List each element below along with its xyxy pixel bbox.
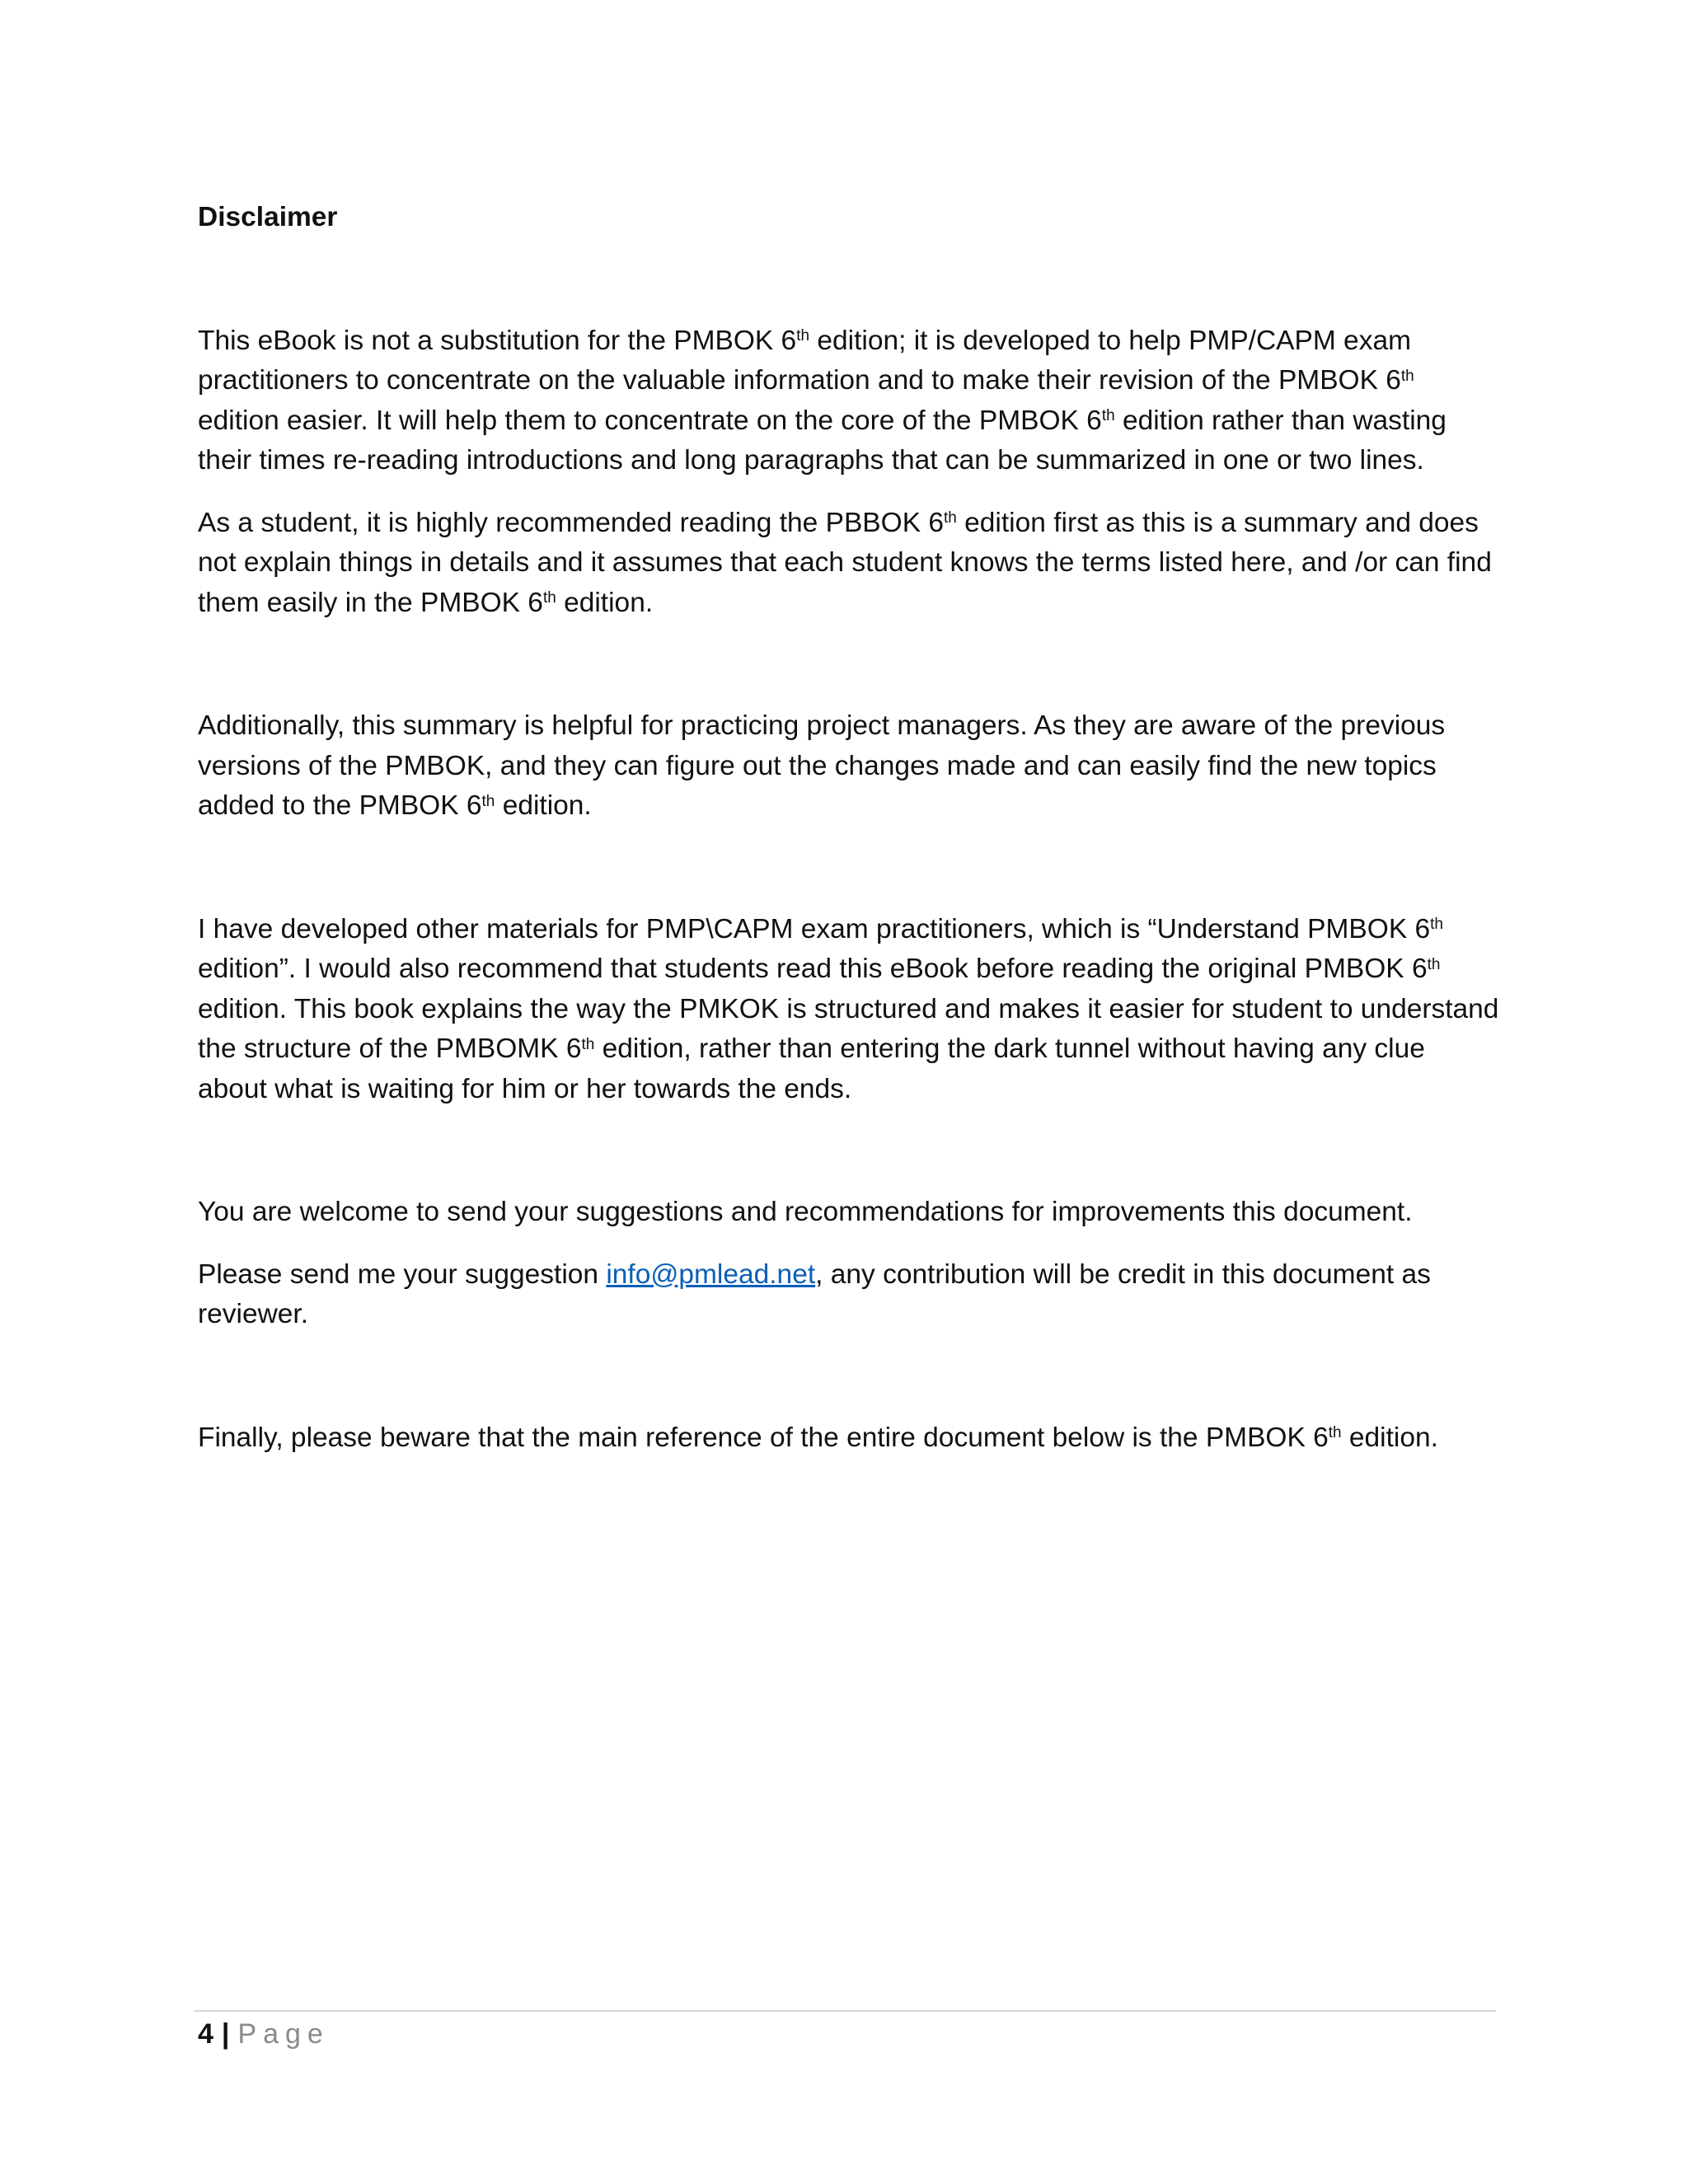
paragraph-substitution [198, 321, 1500, 481]
text-run: edition first as this is a summary and does not explain things in details and it assumes that each student knows the terms listed here, and /or can find them easily in the PMBOK 6 [198, 507, 1492, 618]
text-run: edition”. I would also recommend that students read this eBook before reading the original PMBOK 6 [198, 954, 1428, 984]
page-footer [198, 2014, 330, 2054]
page-number: 4 [198, 2018, 213, 2050]
superscript: th [796, 327, 810, 345]
text-run: Finally, please beware that the main reference of the entire document below is the PMBOK 6 [198, 1422, 1329, 1453]
superscript: th [481, 792, 495, 810]
superscript: th [581, 1035, 595, 1053]
text-run: edition rather than wasting their times re-reading introductions and long paragraphs that can be summarized in one or two lines. [198, 405, 1447, 476]
superscript: th [1427, 955, 1441, 973]
superscript: th [542, 589, 556, 607]
paragraph-student [198, 504, 1500, 624]
superscript: th [1430, 916, 1443, 934]
paragraph-contact [198, 1255, 1500, 1335]
superscript: th [1328, 1424, 1342, 1442]
text-run: Please send me your suggestion [198, 1258, 607, 1290]
text-run: edition. [1341, 1422, 1438, 1453]
text-run: I have developed other materials for PMP\CAPM exam practitioners, which is “Understand PMBOK 6 [198, 913, 1431, 944]
text-run: , any contribution will be credit in this document as reviewer. [198, 1258, 1431, 1329]
superscript: th [1400, 367, 1414, 385]
email-link[interactable]: info@pmlead.net [606, 1258, 816, 1290]
page-heading: Disclaimer [198, 202, 338, 232]
text-run: edition. [495, 790, 592, 821]
page-content [198, 198, 1500, 1458]
superscript: th [944, 509, 957, 527]
text-run: edition; it is developed to help PMP/CAPM exam practitioners to concentrate on the valuable information and to make their revision of the PMBOK 6 [198, 325, 1411, 396]
text-run: edition. [556, 587, 654, 618]
text-run: edition, rather than entering the dark tunnel without having any clue about what is waiting for him or her towards the ends. [198, 1033, 1425, 1104]
page-label: Page [237, 2018, 330, 2050]
text-run: Additionally, this summary is helpful for practicing project managers. As they are aware of the previous versions of the PMBOK, and they can figure out the changes made and can easily find the new topics added to the PMBOK 6 [198, 710, 1446, 821]
text-run: This eBook is not a substitution for the PMBOK 6 [198, 325, 797, 356]
superscript: th [1101, 407, 1115, 425]
paragraph-finally [198, 1418, 1500, 1459]
paragraph-additionally [198, 706, 1500, 827]
paragraph-other-materials [198, 910, 1500, 1110]
paragraph-welcome: You are welcome to send your suggestions and recommendations for improvements this document. [198, 1197, 1413, 1227]
footer-divider [194, 2010, 1496, 2012]
footer-separator: | [221, 2018, 230, 2050]
text-run: edition easier. It will help them to concentrate on the core of the PMBOK 6 [198, 405, 1102, 436]
text-run: edition. This book explains the way the PMKOK is structured and makes it easier for student to understand the structure of the PMBOMK 6 [198, 993, 1499, 1064]
text-run: As a student, it is highly recommended reading the PBBOK 6 [198, 507, 944, 538]
